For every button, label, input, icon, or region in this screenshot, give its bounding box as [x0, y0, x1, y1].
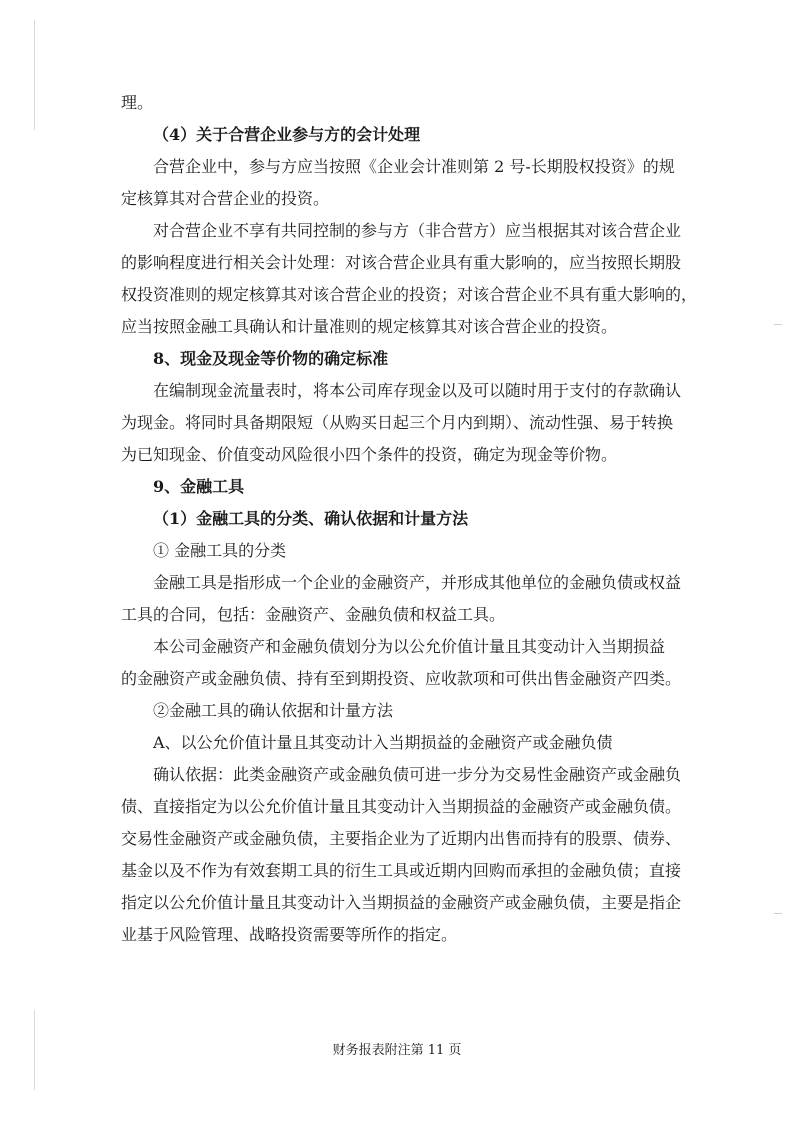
scan-mark: [774, 324, 782, 325]
section-heading: （4）关于合营企业参与方的会计处理: [153, 125, 421, 144]
page-footer: 财务报表附注第 11 页: [332, 1043, 462, 1058]
subsection-heading: （1）金融工具的分类、确认依据和计量方法: [153, 509, 469, 528]
section-heading: 9、金融工具: [153, 477, 245, 496]
paragraph-line: 应当按照金融工具确认和计量准则的规定核算其对该合营企业的投资。: [121, 317, 618, 336]
subsection-heading: ① 金融工具的分类: [153, 541, 287, 560]
paragraph-line: 定核算其对合营企业的投资。: [121, 189, 330, 208]
section-heading: 8、现金及现金等价物的确定标准: [153, 349, 389, 368]
subsection-heading: ②金融工具的确认依据和计量方法: [153, 701, 394, 720]
paragraph-line: 基金以及不作为有效套期工具的衍生工具或近期内回购而承担的金融负债；直接: [121, 861, 682, 880]
paragraph-line: 金融工具是指形成一个企业的金融资产，并形成其他单位的金融负债或权益: [153, 573, 682, 592]
paragraph-line: 在编制现金流量表时，将本公司库存现金以及可以随时用于支付的存款确认: [153, 381, 682, 400]
paragraph-line: 的影响程度进行相关会计处理：对该合营企业具有重大影响的，应当按照长期股: [121, 253, 682, 272]
paragraph-line: 指定以公允价值计量且其变动计入当期损益的金融资产或金融负债，主要是指企: [121, 893, 682, 912]
subsection-heading: A、以公允价值计量且其变动计入当期损益的金融资产或金融负债: [153, 733, 613, 752]
paragraph-line: 债、直接指定为以公允价值计量且其变动计入当期损益的金融资产或金融负债。: [121, 797, 682, 816]
paragraph-line: 为现金。将同时具备期限短（从购买日起三个月内到期）、流动性强、易于转换: [121, 413, 674, 432]
paragraph-line: 确认依据：此类金融资产或金融负债可进一步分为交易性金融资产或金融负: [153, 765, 682, 784]
paragraph-line: 合营企业中，参与方应当按照《企业会计准则第 2 号-长期股权投资》的规: [153, 157, 675, 176]
paragraph-line: 为已知现金、价值变动风险很小四个条件的投资，确定为现金等价物。: [121, 445, 618, 464]
paragraph-line: 本公司金融资产和金融负债划分为以公允价值计量且其变动计入当期损益: [153, 637, 666, 656]
scan-edge-top: [34, 20, 35, 130]
paragraph-line: 交易性金融资产或金融负债，主要指企业为了近期内出售而持有的股票、债券、: [121, 829, 682, 848]
paragraph-line: 工具的合同，包括：金融资产、金融负债和权益工具。: [121, 605, 506, 624]
paragraph-line: 对合营企业不享有共同控制的参与方（非合营方）应当根据其对该合营企业: [153, 221, 682, 240]
paragraph-line: 业基于风险管理、战略投资需要等所作的指定。: [121, 925, 458, 944]
scan-mark: [774, 913, 782, 914]
paragraph-line: 的金融资产或金融负债、持有至到期投资、应收款项和可供出售金融资产四类。: [121, 669, 682, 688]
paragraph-line: 权投资准则的规定核算其对该合营企业的投资；对该合营企业不具有重大影响的，: [121, 285, 698, 304]
paragraph-line: 理。: [121, 93, 154, 112]
